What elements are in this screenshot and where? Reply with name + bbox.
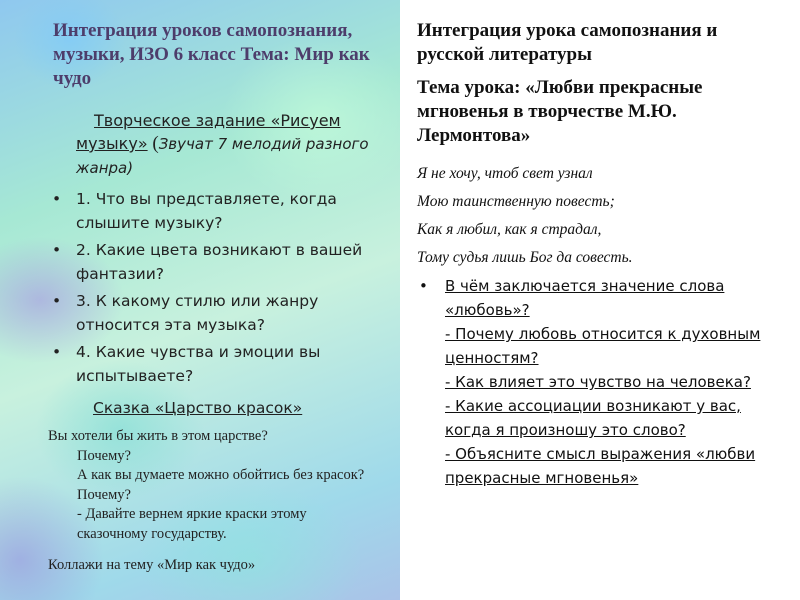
left-title: Интеграция уроков самопознания, музыки, ИЗО 6 класс Тема: Мир как чудо xyxy=(53,20,370,89)
love-question: - Почему любовь относится к духовным ценностям? xyxy=(445,325,761,367)
task-paren: ( xyxy=(147,133,159,154)
fairy-tale-question: Вы хотели бы жить в этом царстве? xyxy=(48,428,268,444)
right-title: Интеграция урока самопознания и русской литературы xyxy=(417,20,718,65)
task-heading: Творческое задание «Рисуем музыку» xyxy=(76,111,341,153)
love-questions-list xyxy=(417,274,787,490)
love-question: - Какие ассоциации возникают у вас, когда я произношу это слово? xyxy=(445,397,741,439)
love-question: • В чём заключается значение слова «любовь»? xyxy=(445,277,725,319)
list-item: • 1. Что вы представляете, когда слышите музыку? xyxy=(52,188,382,235)
fairy-tale-questions xyxy=(48,427,378,544)
creative-task xyxy=(76,109,376,180)
collage-task: Коллажи на тему «Мир как чудо» xyxy=(48,557,256,573)
lesson-topic: Тема урока: «Любви прекрасные мгновенья в творчестве М.Ю. Лермонтова» xyxy=(417,77,703,146)
list-item: • 2. Какие цвета возникают в вашей фантазии? xyxy=(52,239,382,286)
love-question: - Как влияет это чувство на человека? xyxy=(445,373,751,391)
poem-line: Как я любил, как я страдал, xyxy=(417,221,602,238)
poem xyxy=(417,160,787,272)
love-question: - Объясните смысл выражения «любви прекрасные мгновенья» xyxy=(445,445,756,487)
task-note: Звучат 7 мелодий разного жанра) xyxy=(76,135,369,177)
right-panel xyxy=(400,0,800,600)
fairy-tale-question: Почему? xyxy=(77,447,131,464)
list-item: • 3. К какому стилю или жанру относится эта музыка? xyxy=(52,290,382,337)
poem-line: Тому судья лишь Бог да совесть. xyxy=(417,249,633,266)
music-questions-list xyxy=(52,188,382,392)
fairy-tale-question: - Давайте вернем яркие краски этому сказочному государству. xyxy=(77,506,307,542)
poem-line: Мою таинственную повесть; xyxy=(417,193,615,210)
list-item xyxy=(417,274,787,490)
list-item: • 4. Какие чувства и эмоции вы испытываете? xyxy=(52,341,382,388)
fairy-tale-heading: Сказка «Царство красок» xyxy=(93,399,303,417)
fairy-tale-question: А как вы думаете можно обойтись без красок? Почему? xyxy=(77,467,365,503)
poem-line: Я не хочу, чтоб свет узнал xyxy=(417,165,593,182)
